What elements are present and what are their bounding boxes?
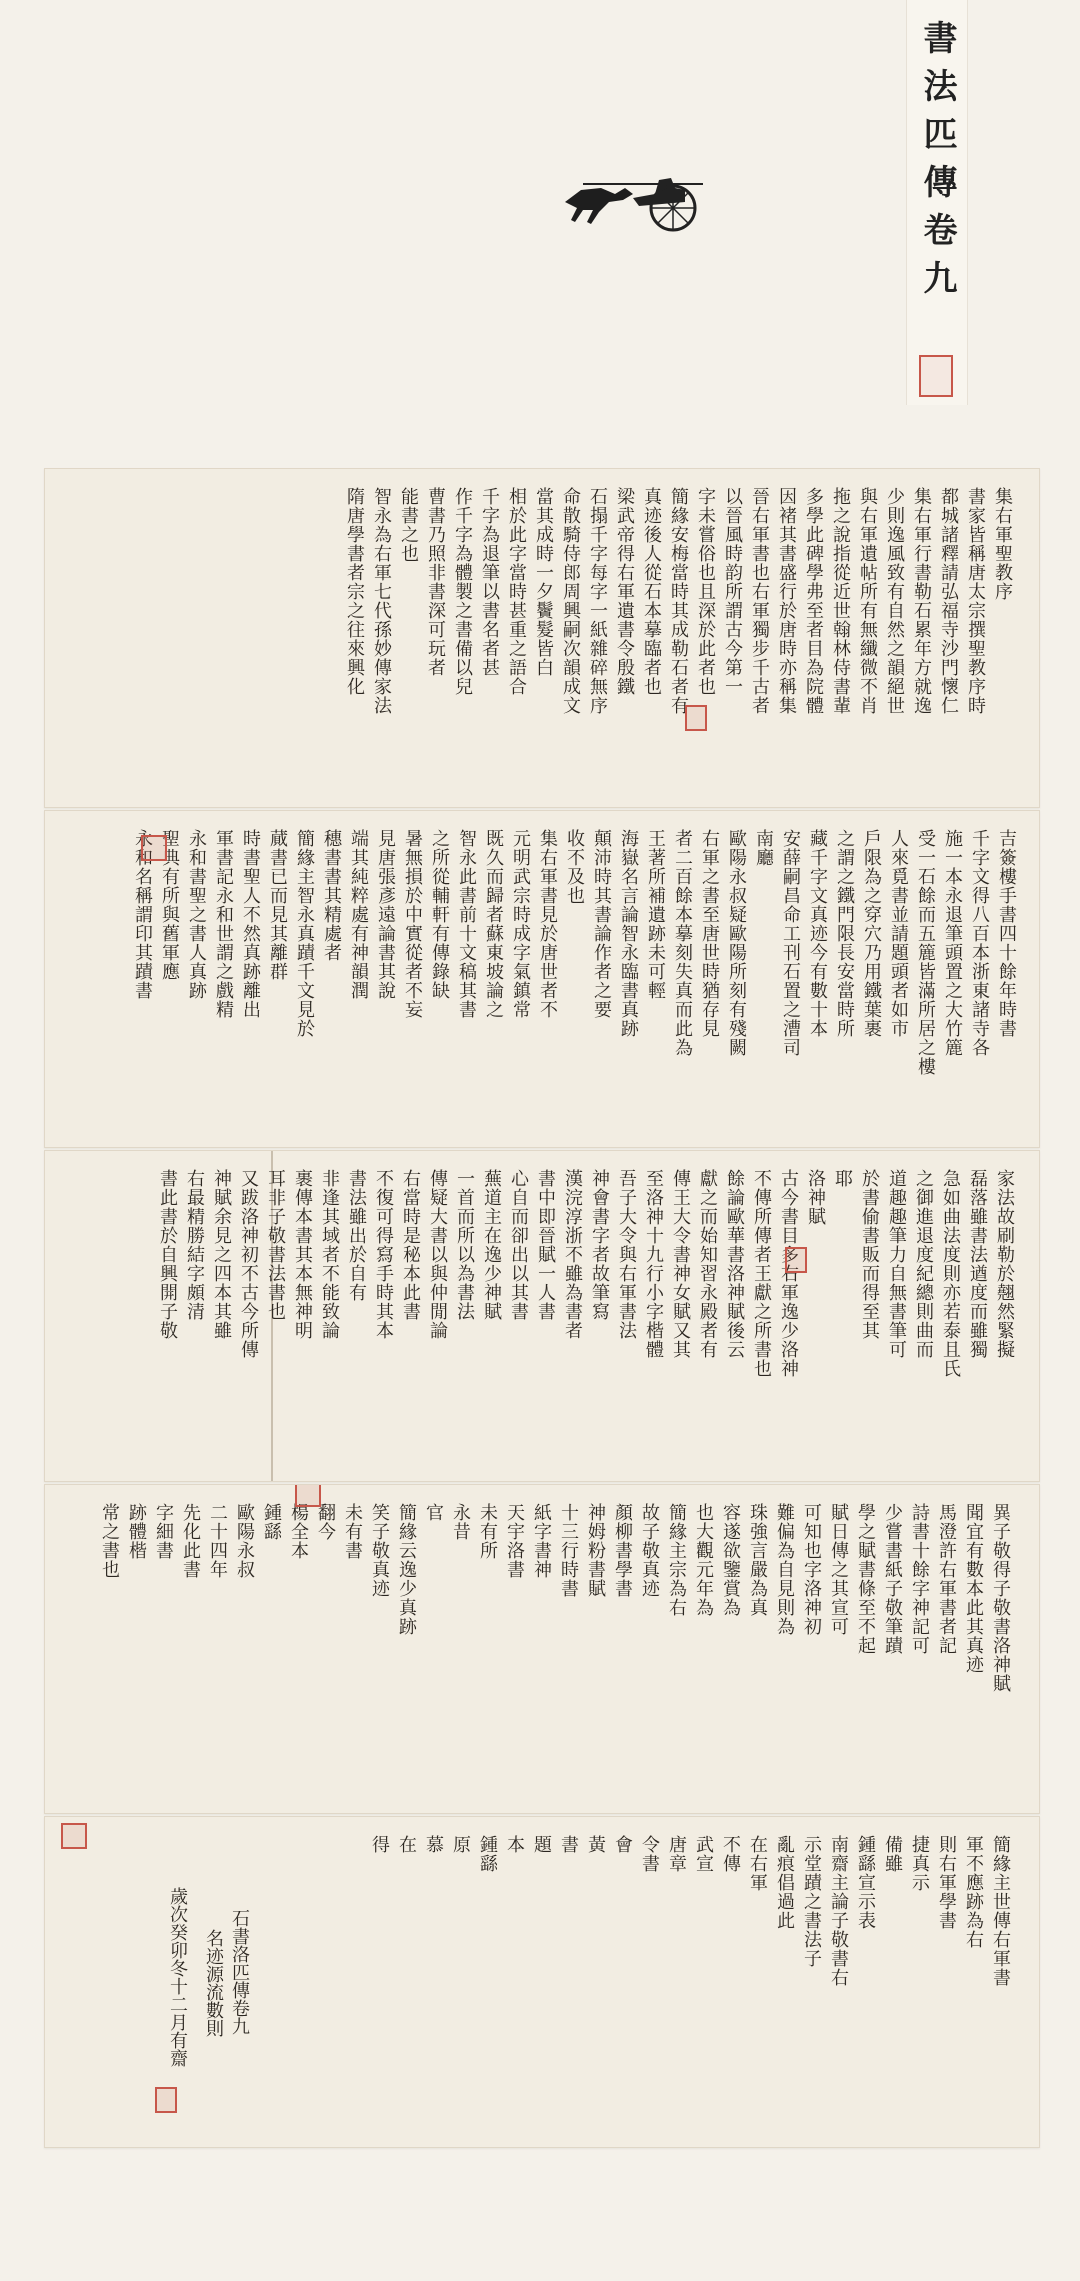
- text-column: 未有所: [477, 1503, 498, 1560]
- text-column: 時書聖人不然真跡離出: [240, 829, 261, 1019]
- text-column: 翻今: [315, 1503, 336, 1541]
- text-column: 人來覓書並請題頭者如市: [888, 829, 909, 1038]
- text-column: 當其成時一夕鬢髮皆白: [533, 487, 554, 677]
- text-column: 不復可得寫手時其本: [373, 1169, 394, 1340]
- text-column: 見唐張彥遠論書其說: [375, 829, 396, 1000]
- text-column: 石搨千字每字一紙雜碎無序: [587, 487, 608, 715]
- scroll-panel-2: [44, 810, 1040, 1148]
- text-column: 藏千字文真迹今有數十本: [807, 829, 828, 1038]
- text-column: 收不及也: [564, 829, 585, 905]
- text-column: 傳疑大書以與仲閒論: [427, 1169, 448, 1340]
- text-column: 與右軍遺帖所有無纖微不肖: [857, 487, 878, 715]
- text-column: 之謂之鐵門限長安當時所: [834, 829, 855, 1038]
- text-column: 智永此書前十文稿其書: [456, 829, 477, 1019]
- text-column: 元明武宗時成字氣鎮常: [510, 829, 531, 1019]
- text-column: 曹書乃照非書深可玩者: [425, 487, 446, 677]
- text-column: 之御進退度紀總則曲而: [913, 1169, 934, 1359]
- text-column: 楊全本: [288, 1503, 309, 1560]
- text-column: 暑無損於中實從者不妄: [402, 829, 423, 1019]
- text-column: 書: [558, 1835, 579, 1854]
- text-column: 神姆粉書賦: [585, 1503, 606, 1598]
- text-column: 非逢其域者不能致論: [319, 1169, 340, 1340]
- text-columns: [365, 1835, 1013, 2133]
- scroll-panel-3: [44, 1150, 1040, 1482]
- text-column: 蕆書已而見其離群: [267, 829, 288, 981]
- text-column: 都城諸釋請弘福寺沙門懷仁: [938, 487, 959, 715]
- text-column: 神會書字者故筆寫: [589, 1169, 610, 1321]
- text-column: 十三行時書: [558, 1503, 579, 1598]
- text-column: 故子敬真迹: [639, 1503, 660, 1598]
- text-column: 一首而所以為書法: [454, 1169, 475, 1321]
- text-column: 少則逸風致有自然之韻絕世: [884, 487, 905, 715]
- text-column: 二十四年: [207, 1503, 228, 1579]
- text-column: 急如曲法度則亦若泰且氏: [940, 1169, 961, 1378]
- text-column: 捷真示: [909, 1835, 930, 1892]
- text-column: 歐陽永叔: [234, 1503, 255, 1579]
- text-column: 能書之也: [398, 487, 419, 563]
- text-column: 官: [423, 1503, 444, 1522]
- text-column: 不傳: [720, 1835, 741, 1873]
- text-column: 千字文得八百本浙東諸寺各: [969, 829, 990, 1057]
- text-column: 馬澄許右軍書者記: [936, 1503, 957, 1655]
- text-column: 梁武帝得右軍遺書令殷鐵: [614, 487, 635, 696]
- text-column: 右最精勝結字頗清: [184, 1169, 205, 1321]
- text-column: 紙字書神: [531, 1503, 552, 1579]
- red-seal-stamp: [295, 1484, 321, 1507]
- text-column: 漢浣淳浙不雖為書者: [562, 1169, 583, 1340]
- text-column: 亂痕倡過此: [774, 1835, 795, 1930]
- text-column: 可知也字洛神初: [801, 1503, 822, 1636]
- text-column: 端其純粹處有神韻潤: [348, 829, 369, 1000]
- text-column: 右當時是秘本此書: [400, 1169, 421, 1321]
- text-column: 穗書書其精處者: [321, 829, 342, 962]
- text-column: 聞宜有數本此其真迹: [963, 1503, 984, 1674]
- text-column: 安薛嗣昌命工刊石置之漕司: [780, 829, 801, 1057]
- text-column: 鍾繇宣示表: [855, 1835, 876, 1930]
- text-column: 傳王大令書神女賦又其: [670, 1169, 691, 1359]
- text-column: 者二百餘本摹刻失真而此為: [672, 829, 693, 1057]
- colophon-line: 石書洛匹傳卷九: [229, 1909, 250, 2035]
- text-column: 書中即晉賦一人書: [535, 1169, 556, 1321]
- text-column: 鍾繇: [477, 1835, 498, 1873]
- text-column: 異子敬得子敬書洛神賦: [990, 1503, 1011, 1693]
- scroll-panel-4: [44, 1484, 1040, 1814]
- text-column: 永和名稱謂印其蹟書: [132, 829, 153, 1000]
- text-column: 裹傳本書其本無神明: [292, 1169, 313, 1340]
- colophon-line: 名迹源流數則: [203, 1929, 224, 2037]
- red-seal-stamp: [61, 1823, 87, 1849]
- text-column: 耶: [832, 1169, 853, 1188]
- text-column: 賦日傳之其宣可: [828, 1503, 849, 1636]
- text-column: 慕: [423, 1835, 444, 1854]
- text-column: 集右軍聖教序: [992, 487, 1013, 601]
- text-column: 神賦余見之四本其雖: [211, 1169, 232, 1340]
- text-column: 得: [369, 1835, 390, 1854]
- text-column: 道趣趣筆力自無書筆可: [886, 1169, 907, 1359]
- text-columns: [128, 829, 1019, 1133]
- text-column: 書此書於自興開子敬: [157, 1169, 178, 1340]
- text-column: 跡體楷: [126, 1503, 147, 1560]
- text-column: 詩書十餘字神記可: [909, 1503, 930, 1655]
- text-columns: [153, 1169, 1017, 1467]
- text-column: 顛沛時其書論作者之要: [591, 829, 612, 1019]
- text-column: 題: [531, 1835, 552, 1854]
- text-column: 在右軍: [747, 1835, 768, 1892]
- text-column: 家法故刷勒於翹然緊擬: [994, 1169, 1015, 1359]
- chariot-seal-image: [553, 150, 713, 240]
- text-column: 會: [612, 1835, 633, 1854]
- text-column: 獻之而始知習永殿者有: [697, 1169, 718, 1359]
- text-column: 之所從輔軒有傳錄缺: [429, 829, 450, 1000]
- text-column: 學之賦書條至不起: [855, 1503, 876, 1655]
- text-column: 南齋主論子敬書右: [828, 1835, 849, 1987]
- text-column: 天宇洛書: [504, 1503, 525, 1579]
- text-columns: [95, 1503, 1013, 1799]
- text-column: 字未嘗俗也且深於此者也: [695, 487, 716, 696]
- text-column: 書法雖出於自有: [346, 1169, 367, 1302]
- text-column: 集右軍行書勒石累年方就逸: [911, 487, 932, 715]
- text-column: 聖典有所與舊軍應: [159, 829, 180, 981]
- scroll-panel-1: [44, 468, 1040, 808]
- text-column: 歐陽永叔疑歐陽所刻有殘闕: [726, 829, 747, 1057]
- text-column: 集右軍書見於唐世者不: [537, 829, 558, 1019]
- text-column: 示堂蹟之書法子: [801, 1835, 822, 1968]
- text-column: 智永為右軍七代孫妙傳家法: [371, 487, 392, 715]
- text-column: 未有書: [342, 1503, 363, 1560]
- text-column: 也大觀元年為: [693, 1503, 714, 1617]
- text-column: 千字為退筆以書名者甚: [479, 487, 500, 677]
- text-column: 武宣: [693, 1835, 714, 1873]
- text-column: 簡緣安梅當時其成勒石者有: [668, 487, 689, 715]
- text-column: 真迹後人從石本摹臨者也: [641, 487, 662, 696]
- text-column: 少嘗書紙子敬筆蹟: [882, 1503, 903, 1655]
- text-column: 笑子敬真迹: [369, 1503, 390, 1598]
- text-column: 命散騎侍郎周興嗣次韻成文: [560, 487, 581, 715]
- text-column: 常之書也: [99, 1503, 120, 1579]
- text-columns: [340, 487, 1015, 793]
- text-column: 簡緣主智永真蹟千文見於: [294, 829, 315, 1038]
- text-column: 洛神賦: [805, 1169, 826, 1226]
- text-column: 因褚其書盛行於唐時亦稱集: [776, 487, 797, 715]
- text-column: 作千字為體製之書備以兒: [452, 487, 473, 696]
- text-column: 受一石餘而五簏皆滿所居之樓: [915, 829, 936, 1076]
- red-seal-stamp: [155, 2087, 177, 2113]
- text-column: 海嶽名言論智永臨書真跡: [618, 829, 639, 1038]
- text-column: 本: [504, 1835, 525, 1854]
- page-title: 書法匹傳卷九: [917, 20, 957, 308]
- red-seal-stamp: [141, 835, 167, 861]
- text-column: 拖之說指從近世翰林侍書輩: [830, 487, 851, 715]
- text-column: 王著所補遺跡未可輕: [645, 829, 666, 1000]
- text-column: 耳非子敬書法書也: [265, 1169, 286, 1321]
- text-column: 餘論歐華書洛神賦後云: [724, 1169, 745, 1359]
- text-column: 以晉風時韵所謂古今第一: [722, 487, 743, 696]
- text-column: 古今書目多右軍逸少洛神: [778, 1169, 799, 1378]
- text-column: 字細書: [153, 1503, 174, 1560]
- text-column: 簡緣主世傳右軍書: [990, 1835, 1011, 1987]
- scroll-panel-5: [44, 1816, 1040, 2148]
- text-column: 多學此碑學弗至者目為院體: [803, 487, 824, 715]
- text-column: 唐章: [666, 1835, 687, 1873]
- text-column: 蕪道主在逸少神賦: [481, 1169, 502, 1321]
- text-column: 黃: [585, 1835, 606, 1854]
- red-seal-stamp: [919, 355, 953, 397]
- text-column: 施一本永退筆頭置之大竹簏: [942, 829, 963, 1057]
- text-column: 簡緣云逸少真跡: [396, 1503, 417, 1636]
- text-column: 不傳所傳者王獻之所書也: [751, 1169, 772, 1378]
- text-column: 隋唐學書者宗之往來興化: [344, 487, 365, 696]
- text-column: 令書: [639, 1835, 660, 1873]
- text-column: 既久而歸者蘇東坡論之: [483, 829, 504, 1019]
- text-column: 南廳: [753, 829, 774, 867]
- text-column: 心自而卻出以其書: [508, 1169, 529, 1321]
- red-seal-stamp: [685, 705, 707, 731]
- text-column: 晉右軍書也右軍獨步千古者: [749, 487, 770, 715]
- text-column: 磊落雖書法遒度而雖獨: [967, 1169, 988, 1359]
- text-column: 難偏為自見則為: [774, 1503, 795, 1636]
- text-column: 珠強言嚴為真: [747, 1503, 768, 1617]
- text-column: 至洛神十九行小字楷體: [643, 1169, 664, 1359]
- text-column: 於書偷書販而得至其: [859, 1169, 880, 1340]
- text-column: 吾子大令與右軍書法: [616, 1169, 637, 1340]
- text-column: 軍不應跡為右: [963, 1835, 984, 1949]
- text-column: 書家皆稱唐太宗撰聖教序時: [965, 487, 986, 715]
- text-column: 備雖: [882, 1835, 903, 1873]
- text-column: 容遂欲鑒賞為: [720, 1503, 741, 1617]
- text-column: 吉簽樓手書四十餘年時書: [996, 829, 1017, 1038]
- title-strip: [906, 0, 968, 405]
- text-column: 顏柳書學書: [612, 1503, 633, 1598]
- text-column: 軍書記永和世謂之戲精: [213, 829, 234, 1019]
- text-column: 右軍之書至唐世時猶存見: [699, 829, 720, 1038]
- text-column: 則右軍學書: [936, 1835, 957, 1930]
- text-column: 永昔: [450, 1503, 471, 1541]
- text-column: 又跋洛神初不古今所傳: [238, 1169, 259, 1359]
- text-column: 永和書聖之書人真跡: [186, 829, 207, 1000]
- colophon-line: 歲次癸卯冬十二月有齋: [167, 1887, 188, 2067]
- text-column: 相於此字當時甚重之語合: [506, 487, 527, 696]
- text-column: 戶限為之穿穴乃用鐵葉裹: [861, 829, 882, 1038]
- text-column: 先化此書: [180, 1503, 201, 1579]
- red-seal-stamp: [785, 1247, 807, 1273]
- text-column: 鍾繇: [261, 1503, 282, 1541]
- text-column: 原: [450, 1835, 471, 1854]
- text-column: 簡緣主宗為右: [666, 1503, 687, 1617]
- text-column: 在: [396, 1835, 417, 1854]
